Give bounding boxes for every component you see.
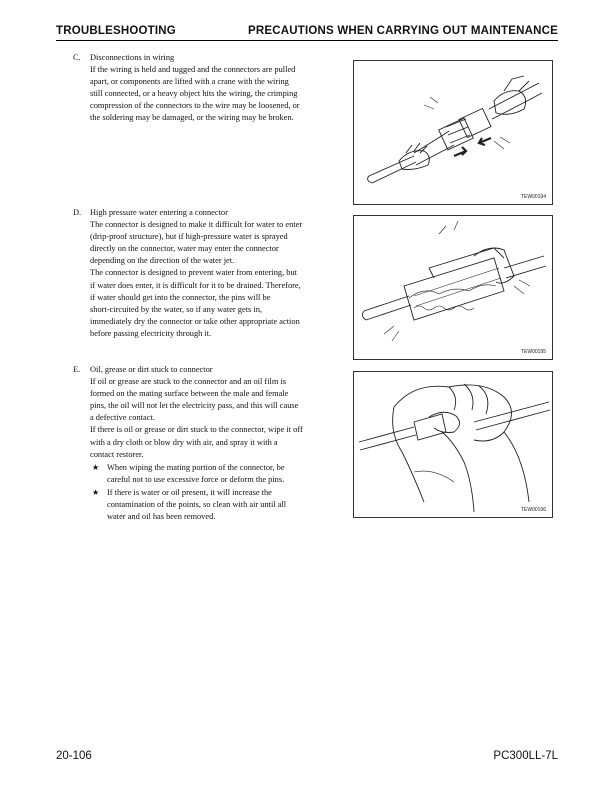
text-line: apart, or components are lifted with a crane with the wiring (90, 77, 289, 87)
figure-wiping-connector (353, 371, 553, 518)
text-line: The connector is designed to prevent water from entering, but (90, 268, 297, 278)
illustration-pulling-connector (354, 61, 552, 204)
text-line: If there is oil or grease or dirt stuck to the connector, wipe it off (90, 425, 303, 435)
text-line: immediately dry the connector or take other appropriate action (90, 316, 300, 326)
page-number: 20-106 (56, 750, 92, 762)
page-header (56, 24, 558, 41)
section-body (90, 376, 348, 523)
text-line: still connected, or a heavy object hits the wiring, the crimping (90, 89, 298, 99)
text-line: formed on the mating surface between the male and female (90, 389, 289, 399)
text-line: if water should get into the connector, the pins will be (90, 292, 271, 302)
section-body (90, 64, 348, 124)
text-line: if water does enter, it is difficult for it to be drained. Therefore, (90, 280, 301, 290)
figure-disconnected-wiring (353, 60, 553, 205)
text-line: compression of the connectors to the wire may be loosened, or (90, 101, 300, 111)
figure-code: TEW00196 (520, 507, 546, 513)
figure-code: TEW00194 (520, 194, 546, 200)
text-line: contamination of the points, so clean with air until all (107, 500, 287, 510)
star-icon: ★ (92, 462, 100, 472)
text-line: contact restorer. (90, 449, 144, 459)
text-line: If oil or grease are stuck to the connector and an oil film is (90, 377, 287, 387)
text-line: careful not to use excessive force or deform the pins. (107, 474, 285, 484)
model-name: PC300LL-7L (493, 750, 558, 762)
text-line: water and oil has been removed. (107, 512, 216, 522)
text-line: If the wiring is held and tugged and the connectors are pulled (90, 65, 296, 75)
text-line: If there is water or oil present, it will increase the (107, 487, 272, 497)
text-line: before passing electricity through it. (90, 328, 212, 338)
caution-note (90, 462, 348, 486)
text-line: The connector is designed to make it difficult for water to enter (90, 220, 303, 230)
text-line: depending on the direction of the water jet. (90, 256, 235, 266)
section-marker: C. (73, 53, 81, 62)
figure-water-in-connector (353, 215, 553, 360)
illustration-hands-cleaning (354, 372, 552, 517)
section-title: Oil, grease or dirt stuck to connector (90, 365, 213, 374)
illustration-connector-water (354, 216, 552, 359)
section-title: High pressure water entering a connector (90, 208, 228, 217)
header-section-title: TROUBLESHOOTING (56, 25, 176, 37)
section-marker: D. (73, 208, 82, 217)
text-line: When wiping the mating portion of the connector, be (107, 462, 285, 472)
text-line: (drip-proof structure), but if high-pressure water is sprayed (90, 232, 288, 242)
section-body (90, 219, 348, 340)
text-line: a defective contact. (90, 413, 155, 423)
section-marker: E. (73, 365, 81, 374)
text-line: the soldering may be damaged, or the wiring may be broken. (90, 113, 294, 123)
figure-code: TEW00195 (520, 349, 546, 355)
text-line: directly on the connector, water may enter the connector (90, 244, 279, 254)
header-chapter-title: PRECAUTIONS WHEN CARRYING OUT MAINTENANCE (248, 25, 558, 37)
text-line: short-circuited by the water, so if any water gets in, (90, 304, 262, 314)
caution-note (90, 487, 348, 523)
star-icon: ★ (92, 487, 100, 497)
text-line: with a dry cloth or blow dry with air, and spray it with a (90, 437, 278, 447)
section-title: Disconnections in wiring (90, 53, 175, 62)
text-line: pins, the oil will not let the electricity pass, and this will cause (90, 401, 299, 411)
